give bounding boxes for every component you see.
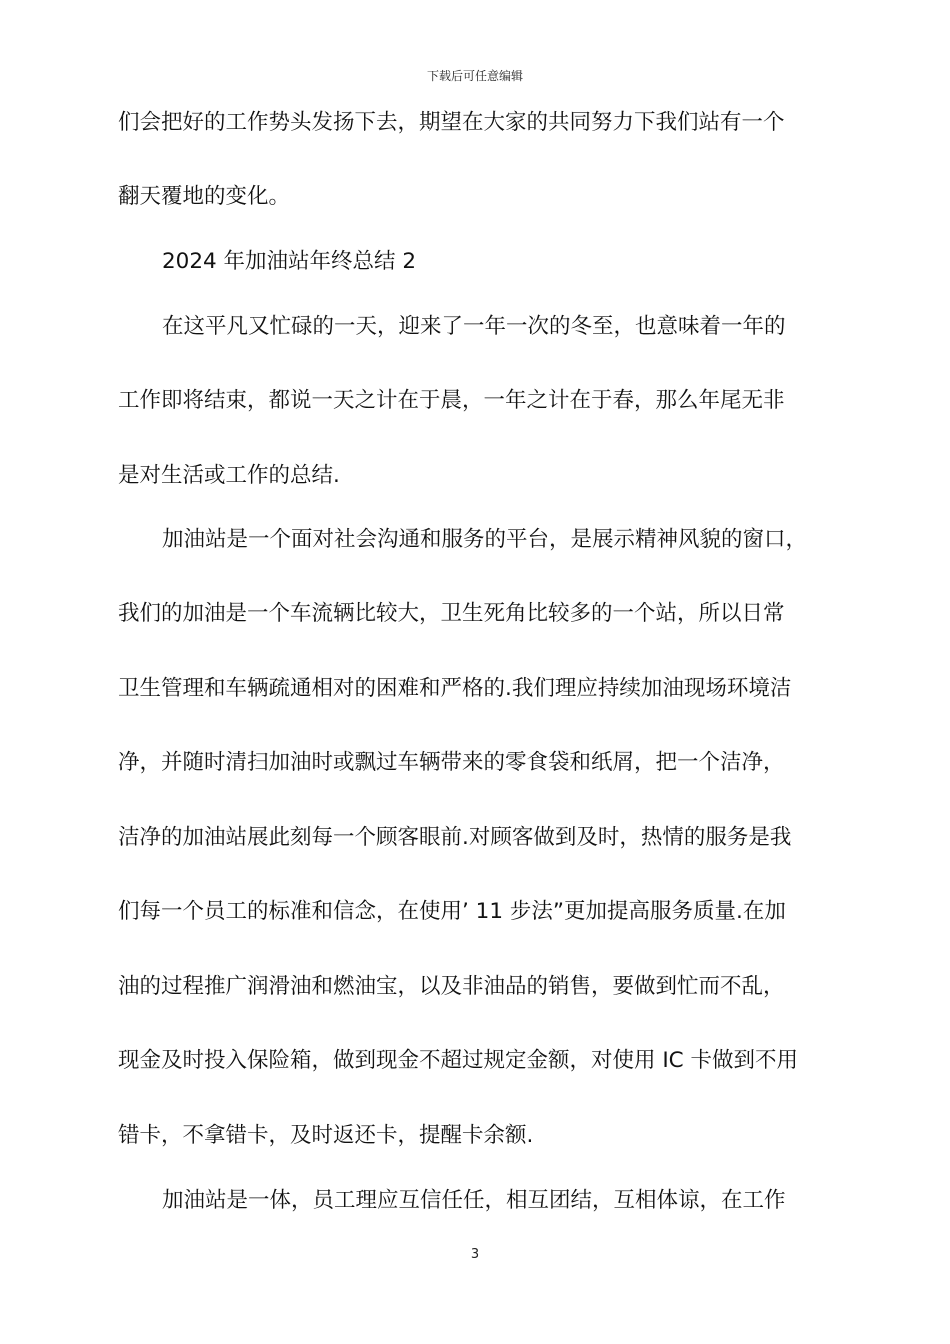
page-number: 3 [470, 1247, 480, 1262]
body-text-line: 净，并随时清扫加油时或飘过车辆带来的零食袋和纸屑，把一个洁净， [118, 750, 785, 775]
body-text-line: 们每一个员工的标准和信念，在使用’ 11 步法”更加提高服务质量.在加 [118, 899, 786, 924]
body-text-line: 们会把好的工作势头发扬下去，期望在大家的共同努力下我们站有一个 [118, 110, 785, 135]
page-header: 下载后可任意编辑 [426, 69, 523, 83]
body-text-line: 是对生活或工作的总结. [118, 463, 340, 488]
body-text-line: 现金及时投入保险箱，做到现金不超过规定金额，对使用 IC 卡做到不用 [118, 1048, 799, 1073]
paragraph-first-line: 加油站是一体，员工理应互信任任，相互团结，互相体谅，在工作 [162, 1188, 786, 1213]
body-text-line: 翻天覆地的变化。 [118, 184, 291, 209]
paragraph-first-line: 在这平凡又忙碌的一天，迎来了一年一次的冬至，也意味着一年的 [162, 314, 786, 339]
body-text-line: 洁净的加油站展此刻每一个顾客眼前.对顾客做到及时，热情的服务是我 [118, 825, 792, 850]
body-text-line: 卫生管理和车辆疏通相对的困难和严格的.我们理应持续加油现场环境洁 [118, 676, 792, 701]
body-text-line: 错卡，不拿错卡，及时返还卡，提醒卡余额. [118, 1123, 534, 1148]
body-text-line: 我们的加油是一个车流辆比较大，卫生死角比较多的一个站，所以日常 [118, 601, 785, 626]
paragraph-first-line: 加油站是一个面对社会沟通和服务的平台，是展示精神风貌的窗口， [162, 527, 808, 552]
body-text-line: 油的过程推广润滑油和燃油宝，以及非油品的销售，要做到忙而不乱， [118, 974, 785, 999]
body-text-line: 工作即将结束，都说一天之计在于晨，一年之计在于春，那么年尾无非 [118, 388, 785, 413]
section-heading: 2024 年加油站年终总结 2 [162, 249, 417, 274]
